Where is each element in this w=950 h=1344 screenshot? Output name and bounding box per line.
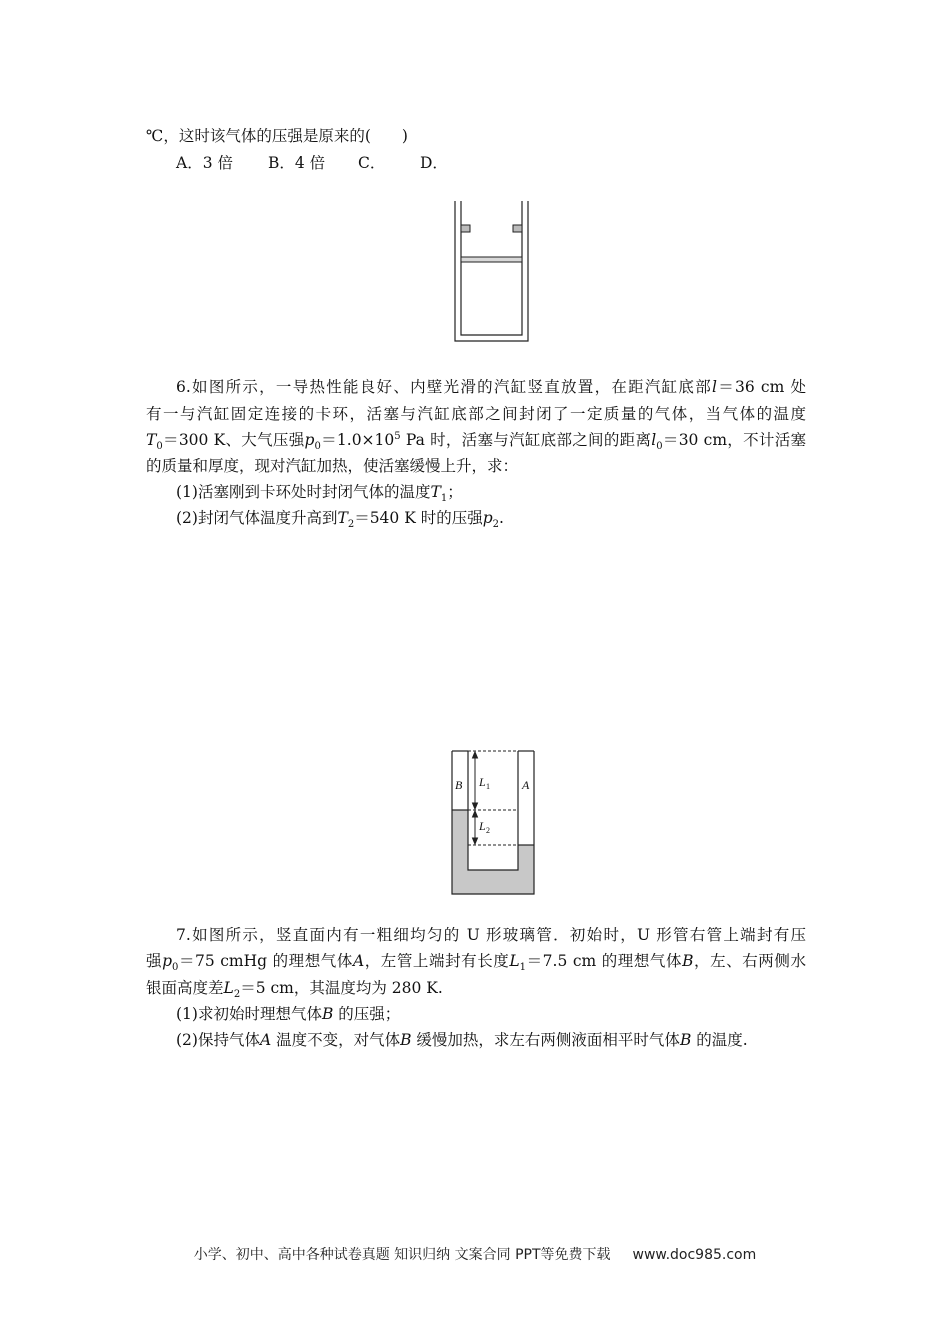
footer-text: 小学、初中、高中各种试卷真题 知识归纳 文案合同 PPT等免费下载 — [193, 1247, 611, 1263]
option-b: B．4 倍 — [268, 154, 326, 172]
label-l1-sub: 1 — [486, 782, 490, 791]
q6-line4: 的质量和厚度，现对汽缸加热，使活塞缓慢上升，求： — [146, 457, 519, 475]
q7-sub2: (2)保持气体A 温度不变，对气体B 缓慢加热，求左右两侧液面相平时气体B 的温度. — [176, 1031, 748, 1049]
q6-line2: 有一与汽缸固定连接的卡环，活塞与汽缸底部之间封闭了一定质量的气体，当气体的温度 — [146, 405, 806, 423]
q6-sub2: (2)封闭气体温度升高到$T_2=540$ K 时的压强$p_2$. — [176, 509, 504, 531]
page-footer — [0, 1244, 950, 1264]
q7-sub1: (1)求初始时理想气体B 的压强； — [176, 1005, 401, 1023]
q7-line1: 7.如图所示，竖直面内有一粗细均匀的 U 形玻璃管．初始时，U 形管右管上端封有压 — [176, 926, 806, 944]
label-a: A — [522, 778, 530, 792]
option-c: C． — [358, 154, 386, 172]
q6-line1: 6.如图所示，一导热性能良好、内壁光滑的汽缸竖直放置，在距汽缸底部l＝36 cm 处 — [176, 378, 806, 396]
cylinder-figure — [452, 199, 532, 344]
label-l2: L — [479, 819, 486, 833]
q6-line3: $T_0=300$ K、大气压强$p_0=1.0\times 10^5$ Pa 时，活塞与汽缸底部之间的距离$l_0=30$ cm，不计活塞 — [146, 430, 807, 453]
u-tube-figure — [450, 748, 540, 896]
q7-line2: 强$p_0=75$ cmHg 的理想气体A，左管上端封有长度$L_1=7.5$ cm 的理想气体B，左、右两侧水 — [146, 952, 806, 974]
q5-tail: ℃，这时该气体的压强是原来的( ) — [146, 127, 408, 145]
option-a: A．3 倍 — [176, 154, 233, 172]
footer-url[interactable]: www.doc985.com — [632, 1247, 757, 1263]
label-l2-sub: 2 — [486, 826, 490, 835]
q7-line3: 银面高度差$L_2=5$ cm，其温度均为 280 K. — [146, 979, 443, 1001]
label-l1: L — [479, 775, 486, 789]
q6-sub1: (1)活塞刚到卡环处时封闭气体的温度$T_1$； — [176, 483, 463, 505]
option-d: D． — [420, 154, 448, 172]
label-b: B — [455, 778, 463, 792]
